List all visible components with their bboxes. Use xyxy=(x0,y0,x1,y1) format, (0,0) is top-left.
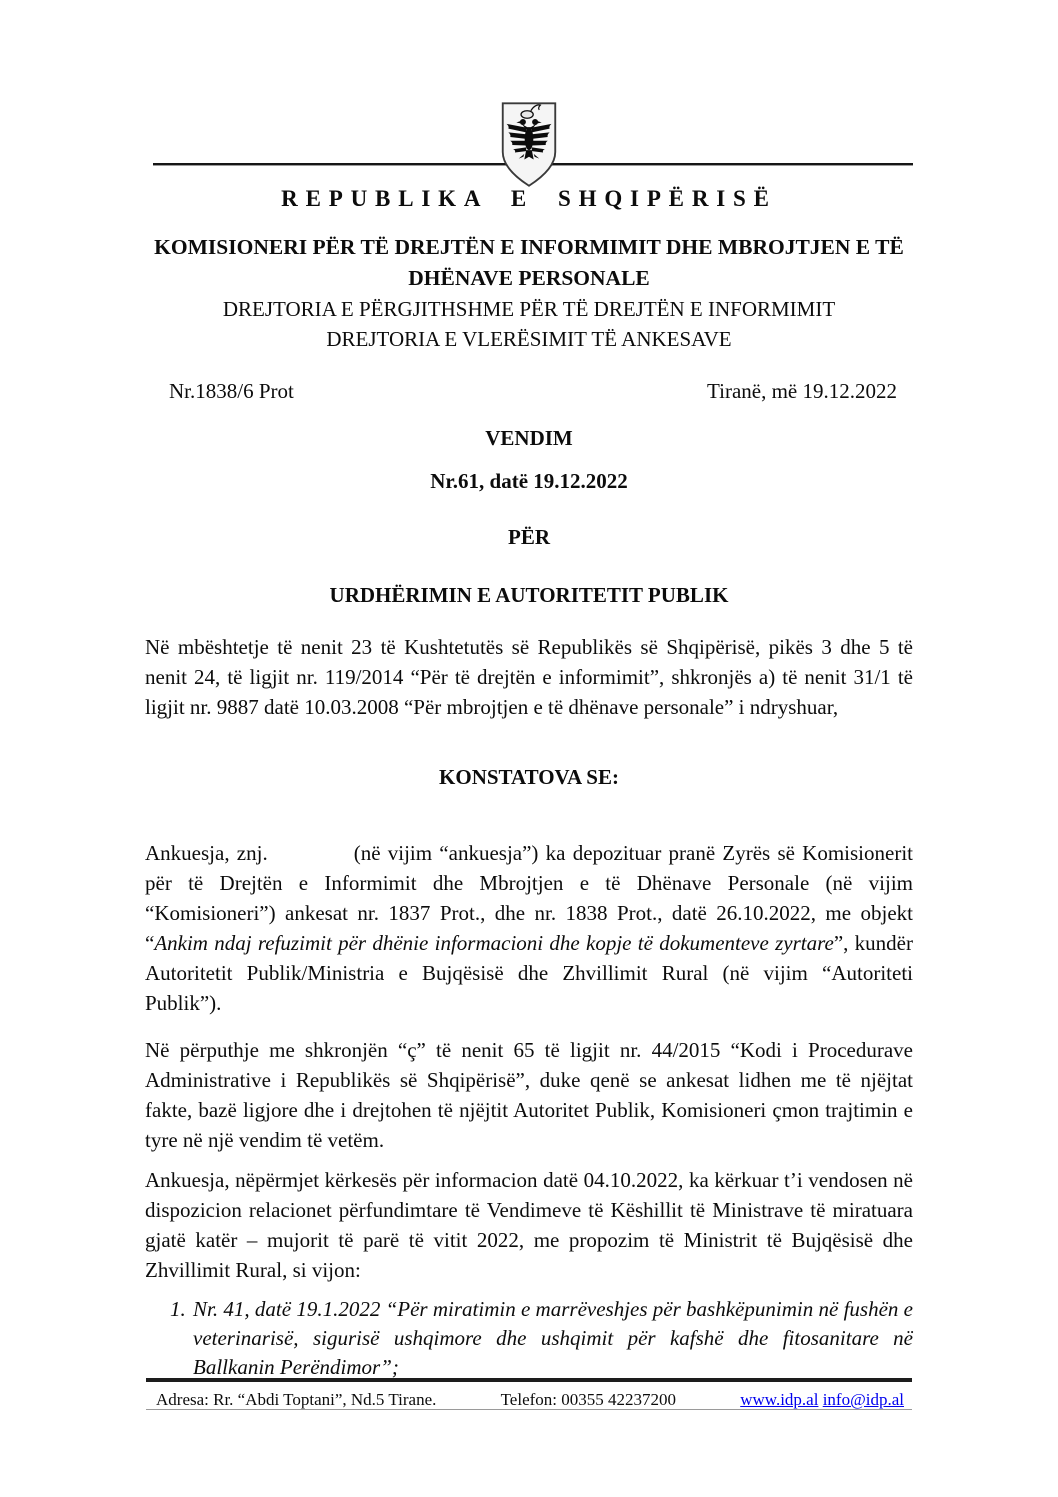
protocol-number: Nr.1838/6 Prot xyxy=(169,379,294,403)
decision-subject: URDHËRIMIN E AUTORITETIT PUBLIK xyxy=(329,583,729,607)
footer-phone: Telefon: 00355 42237200 xyxy=(500,1390,677,1409)
list-item-text: Nr. 41, datë 19.1.2022 “Për miratimin e marrëveshjes për bashkëpunimin në fushën e veterinarisë, sigurisë ushqimore dhe ushqimit për kafshë dhe fitosanitare në Ballkanin Perëndimor”; xyxy=(193,1297,913,1379)
complaint-seg-end: ”, kundër Autoritetit Publik/Ministria e Bujqësisë dhe Zhvillimit Rural (në vijim “Autoriteti Publik”). xyxy=(145,931,914,1015)
requested-decisions-list xyxy=(145,1295,913,1382)
list-item-marker: 1. xyxy=(170,1297,186,1321)
list-item xyxy=(145,1295,913,1382)
org-directorate-general: DREJTORIA E PËRGJITHSHME PËR TË DREJTËN E INFORMIMIT xyxy=(222,297,836,321)
document-content xyxy=(145,0,913,1382)
place-and-date: Tiranë, më 19.12.2022 xyxy=(707,379,897,403)
decision-title: VENDIM xyxy=(485,426,573,450)
reference-row xyxy=(145,376,913,406)
footer-address: Adresa: Rr. “Abdi Toptani”, Nd.5 Tirane. xyxy=(156,1390,437,1409)
website-link[interactable]: www.idp.al xyxy=(740,1390,819,1409)
email-link[interactable]: info@idp.al xyxy=(822,1390,904,1409)
page-footer xyxy=(146,1378,912,1410)
konstatova-heading: KONSTATOVA SE: xyxy=(439,765,619,789)
paragraph-complaint xyxy=(145,838,913,1018)
org-name-commissioner: KOMISIONERI PËR TË DREJTËN E INFORMIMIT DHE MBROJTJEN E TË DHËNAVE PERSONALE xyxy=(154,235,904,290)
republic-title: REPUBLIKA E SHQIPËRISË xyxy=(281,186,777,211)
decision-preposition: PËR xyxy=(508,525,550,549)
albanian-double-headed-eagle-crest-icon xyxy=(499,99,559,190)
complaint-seg-intro: Ankuesja, znj. xyxy=(145,841,268,865)
decision-number-date: Nr.61, datë 19.12.2022 xyxy=(430,469,628,493)
complaint-seg-main: (në vijim “ankuesja”) ka depozituar pranë Zyrës së Komisionerit për të Drejtën e Informimit dhe Mbrojtjen e të Dhënave Personale (në vijim “Komisioneri”) ankesat nr. 1837 Prot., dhe nr. 1838 Prot., datë 26.10.2022, me objekt “ xyxy=(145,841,913,955)
document-header xyxy=(145,0,913,188)
footer-links xyxy=(740,1390,904,1410)
complaint-object-italic: Ankim ndaj refuzimit për dhënie informacioni dhe kopje të dokumenteve zyrtare xyxy=(154,931,834,955)
org-directorate-complaints: DREJTORIA E VLERËSIMIT TË ANKESAVE xyxy=(326,327,732,351)
paragraph-procedure: Në përputhje me shkronjën “ç” të nenit 65 të ligjit nr. 44/2015 “Kodi i Procedurave Administrative i Republikës së Shqipërisë”, duke qenë se ankesat lidhen me të njëjtat fakte, bazë ligjore dhe i drejtohen të njëjtit Autoritet Publik, Komisioneri çmon trajtimin e tyre në një vendim të vetëm. xyxy=(145,1038,913,1152)
paragraph-request: Ankuesja, nëpërmjet kërkesës për informacion datë 04.10.2022, ka kërkuar t’i vendosen në dispozicion relacionet përfundimtare të Vendimeve të Këshillit të Ministrave të miratuara gjatë katër – mujorit të parë të vitit 2022, me propozim të Ministrit të Bujqësisë dhe Zhvillimit Rural, si vijon: xyxy=(145,1168,913,1282)
paragraph-legal-basis: Në mbështetje të nenit 23 të Kushtetutës së Republikës së Shqipërisë, pikës 3 dhe 5 të nenit 24, të ligjit nr. 119/2014 “Për të drejtën e informimit”, shkronjës a) të nenit 31/1 të ligjit nr. 9887 datë 10.03.2008 “Për mbrojtjen e të dhënave personale” i ndryshuar, xyxy=(145,635,913,719)
